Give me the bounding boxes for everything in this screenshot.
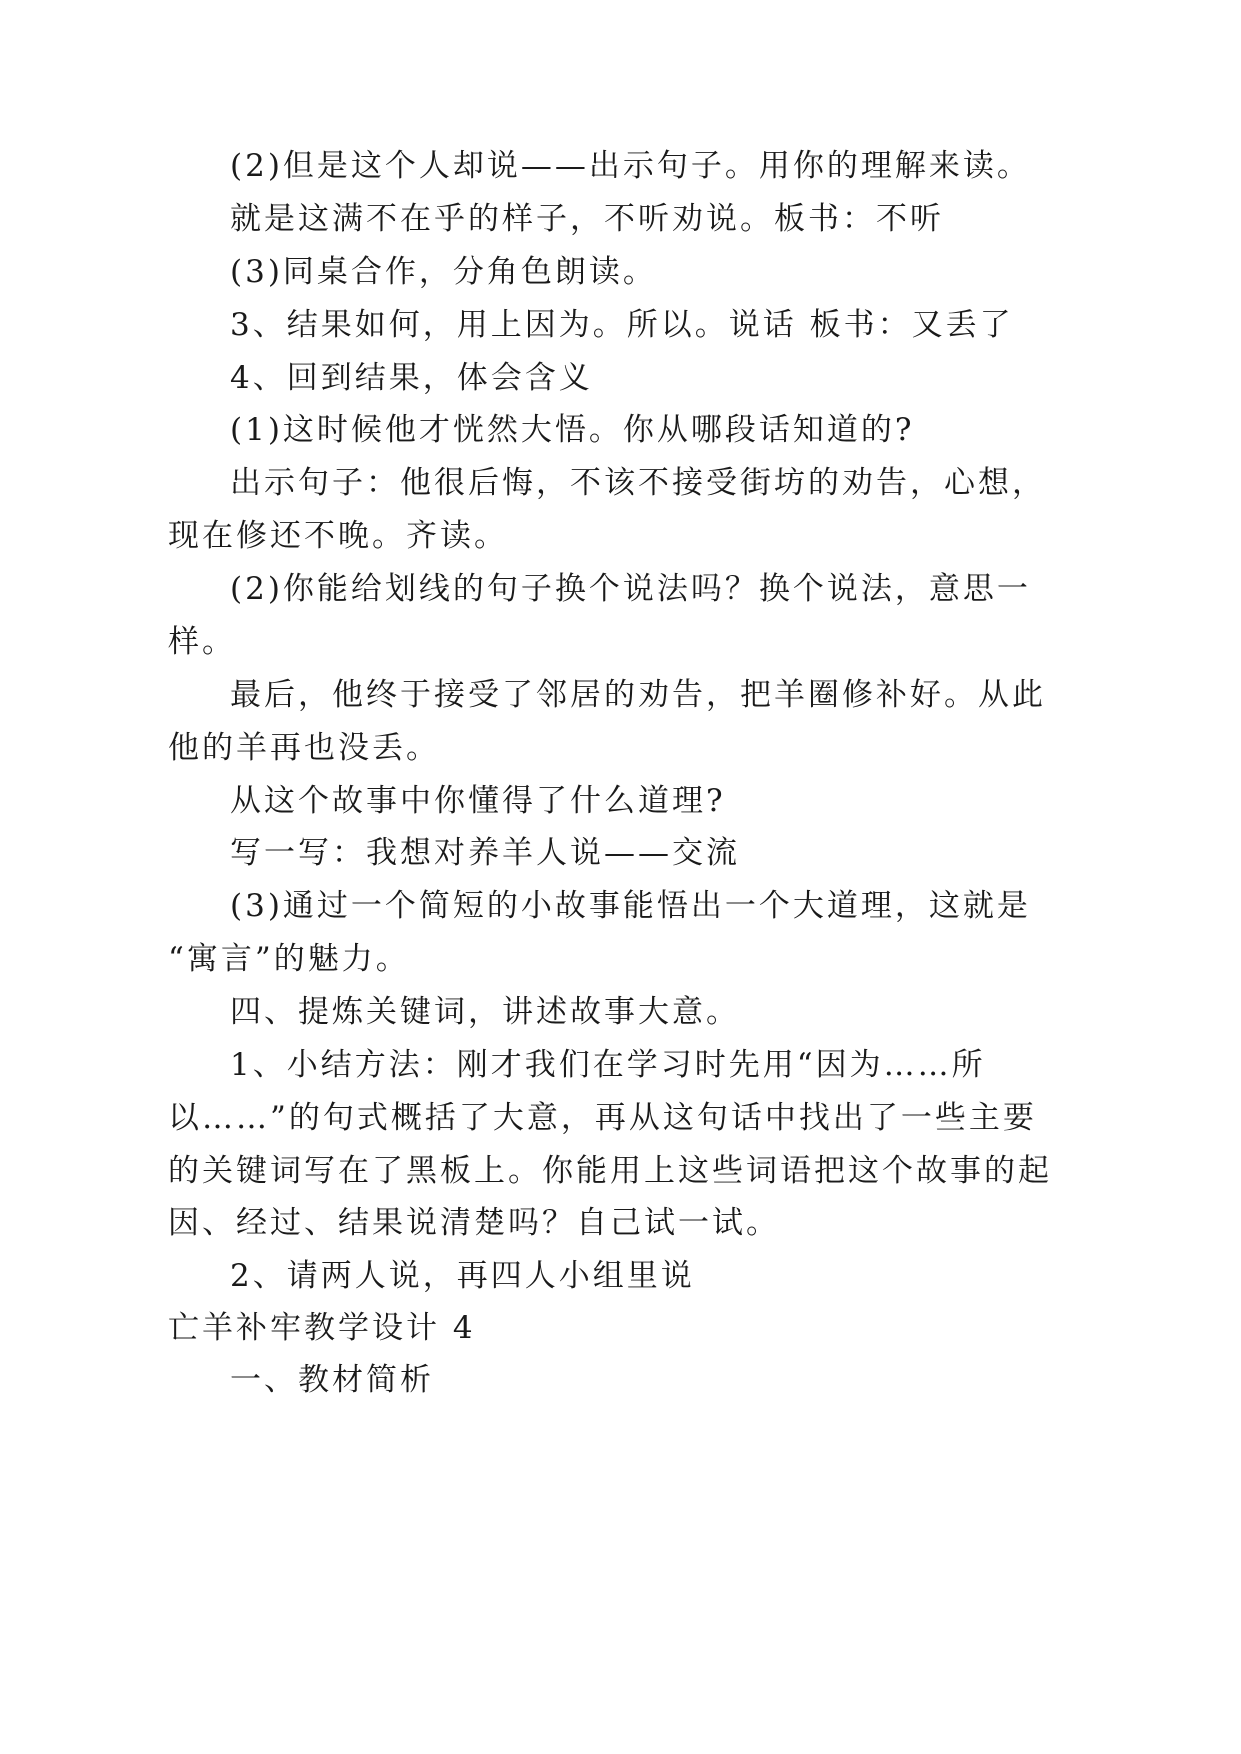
section-heading: 亡羊补牢教学设计 4 xyxy=(168,1310,476,1346)
paragraph-line: 因、经过、结果说清楚吗？自己试一试。 xyxy=(168,1205,780,1241)
paragraph-line: (3)同桌合作，分角色朗读。 xyxy=(230,254,657,290)
paragraph-line: 样。 xyxy=(168,624,236,660)
paragraph-line: 从这个故事中你懂得了什么道理? xyxy=(230,783,726,819)
paragraph-line: 四、提炼关键词，讲述故事大意。 xyxy=(230,994,740,1030)
paragraph-line: (2)你能给划线的句子换个说法吗？换个说法，意思一 xyxy=(230,571,1031,607)
paragraph-line: 4、回到结果，体会含义 xyxy=(230,360,593,396)
paragraph-line: 现在修还不晚。齐读。 xyxy=(168,518,508,554)
paragraph-line: 写一写：我想对养羊人说——交流 xyxy=(230,835,740,871)
paragraph-line: 的关键词写在了黑板上。你能用上这些词语把这个故事的起 xyxy=(168,1153,1052,1189)
paragraph-line: 一、教材简析 xyxy=(230,1362,434,1398)
paragraph-line: 以……”的句式概括了大意，再从这句话中找出了一些主要 xyxy=(168,1100,1037,1136)
paragraph-line: (1)这时候他才恍然大悟。你从哪段话知道的? xyxy=(230,412,915,448)
paragraph-line: 3、结果如何，用上因为。所以。说话 板书：又丢了 xyxy=(230,307,1014,343)
paragraph-line: 他的羊再也没丢。 xyxy=(168,730,440,766)
paragraph-line: 最后，他终于接受了邻居的劝告，把羊圈修补好。从此 xyxy=(230,677,1046,713)
paragraph-line: 1、小结方法：刚才我们在学习时先用“因为……所 xyxy=(230,1047,986,1083)
paragraph-line: (2)但是这个人却说——出示句子。用你的理解来读。 xyxy=(230,148,1031,184)
paragraph-line: 就是这满不在乎的样子，不听劝说。板书：不听 xyxy=(230,201,944,237)
paragraph-line: 2、请两人说，再四人小组里说 xyxy=(230,1258,695,1294)
paragraph-line: (3)通过一个简短的小故事能悟出一个大道理，这就是 xyxy=(230,888,1031,924)
paragraph-line: “寓言”的魅力。 xyxy=(168,941,410,977)
paragraph-line: 出示句子：他很后悔，不该不接受街坊的劝告，心想， xyxy=(230,465,1046,501)
